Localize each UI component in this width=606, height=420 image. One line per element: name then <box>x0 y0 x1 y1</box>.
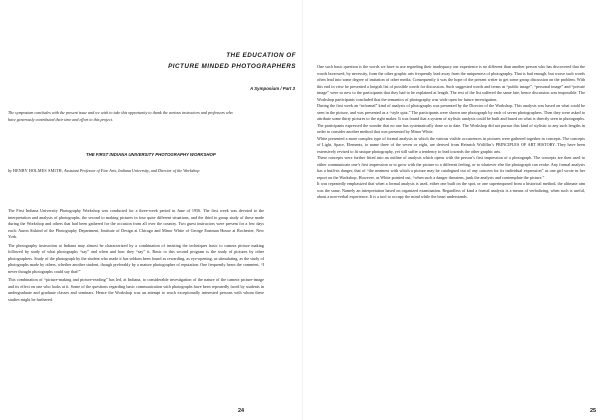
paragraph: During the first week an “informal” kind of analysis of photographs was presented by the Director of the Workshop. This analysis was based on what could be seen in the picture, and was presented as a “style quiz.” The participants were shown one photograph by each of seven photographers. Then they were asked to attribute some thirty pictures to the right maker. It was found that a system of stylistic analysis could be built and based on what is directly seen in photographs. The participants expressed the wonder that no one has systematically done so to date. The Workshop did not pursue this kind of stylistic to any such lengths in order to consider another method that was presented by Minor White. <box>317 103 585 135</box>
paragraph: The photography instruction at Indiana may almost be characterized by a combination of insisting the techniques basic to camera picture making followed by study of what photographs “say” and when and how they “say” it. Basic to this second program is the study of pictures by other photographers. Study of the photograph by the student who made it has seldom been found as rewarding, as eye-opening, as stimulating, as the study of photographs made by others, whether another student, though preferably by a mature photographer of reputation. One frequently hears the comment, “I never thought photographs could say that!” <box>8 242 264 274</box>
workshop-heading: THE FIRST INDIANA UNIVERSITY PHOTOGRAPHY WORKSHOP <box>86 152 216 157</box>
author-name: HENRY HOLMES SMITH, <box>12 168 64 173</box>
byline <box>8 168 248 175</box>
paragraph: The First Indiana University Photography Workshop was conducted for a three-week period in June of 1956. The first week was devoted to the interpretation and analysis of photographs, the second to making pictures in four quite different situations, and the third to group study of those made during the Workshop and others that had been gathered for the occasion from all over the country. Two guest instructors were present for a few days each: Aaron Siskind of the Photography Department, Institute of Design at Chicago and Minor White of George Eastman House at Rochester, New York. <box>8 208 264 240</box>
right-page <box>303 0 606 420</box>
paragraph: One such basic question is the words we have to use regarding their inadequacy our experience is no different than another person who has discovered that the words borrowed, by necessity, from the other graphic arts frequently lead away from the uniqueness of photography. That is bad enough, but worse such words often lead into some degree of imitation of other media. Consequently it was the hope of the present writer to get some group discussion on the problem. With this end in view he presented a longish list of possible words for discussion. Such suggested words and terms as “public image”, “personal image” and “private image” were so new to the participants that they had to be explained at length. The rest of the list suffered the same fate, hence discussion was impossible. The Workshop participants concluded that the semantics of photography was wide open for future investigation. <box>317 64 585 102</box>
intro-note: The symposium concludes with the present issue and we wish to take this opportunity to thank the various instructors and professors who have generously contributed their time and effort to this project. <box>8 110 233 122</box>
author-title: Assistant Professor of Fine Arts, Indiana University, and Director of the Workshop <box>64 168 200 173</box>
page-number: 24 <box>238 408 245 414</box>
byline-prefix: by <box>8 168 12 173</box>
title-line-2: PICTURE MINDED PHOTOGRAPHERS <box>168 63 296 70</box>
article-title <box>164 50 296 72</box>
paragraph: It was repeatedly emphasized that when a formal analysis is used, either one built on the spot, or one superimposed from a historical method, the ultimate aim was the same. Namely an interpretation based on organized examination. Regardless of kind a formal analysis is a means of verbalizing, when such is useful, about a non-verbal experience. It is a tool to occupy the mind while the heart understands. <box>317 181 585 200</box>
page-number: 25 <box>590 408 597 414</box>
paragraph: These concepts were further fitted into an outline of analysis which opens with the person’s first impression of a photograph. The concepts are then used to either communicate one’s first impression or to grow with the picture to a different feeling, or to whatever else the photograph can evoke. Any formal analysis has a built-in danger, that of “the neatness with which a picture may be catalogued out of any concern for its individual expression” as one girl wrote in her report on the Workshop. However, as White pointed out, “when such a danger threatens, junk the analysis and contemplate the picture.” <box>317 155 585 180</box>
right-body-text <box>317 64 585 201</box>
left-body-text <box>8 208 264 303</box>
paragraph: White presented a more complex type of formal analysis in which the various visible occurrences in pictures were gathered together in concepts. The concepts of Light, Space, Elements, to name three of the seven or eight, are derived from Heinrich Wölfflin’s PRINCIPLES OF ART HISTORY. They have been extensively revised to fit unique photography, yet still suffer a tendency to lead towards the other graphic arts. <box>317 135 585 154</box>
paragraph: This combination of “picture-making and picture-reading” has led, at Indiana, to considerable investigation of the nature of the camera picture-image and its effect on one who looks at it. Some of the questions regarding basic communication with photographs have been repeatedly faced by students in undergraduate and graduate classes and seminars. Hence the Workshop was an attempt to reach exceptionally interested persons with whom these studies might be furthered. <box>8 277 264 302</box>
title-line-1: THE EDUCATION OF <box>226 52 296 59</box>
symposium-label: A Symposium / Part 3 <box>250 86 295 91</box>
